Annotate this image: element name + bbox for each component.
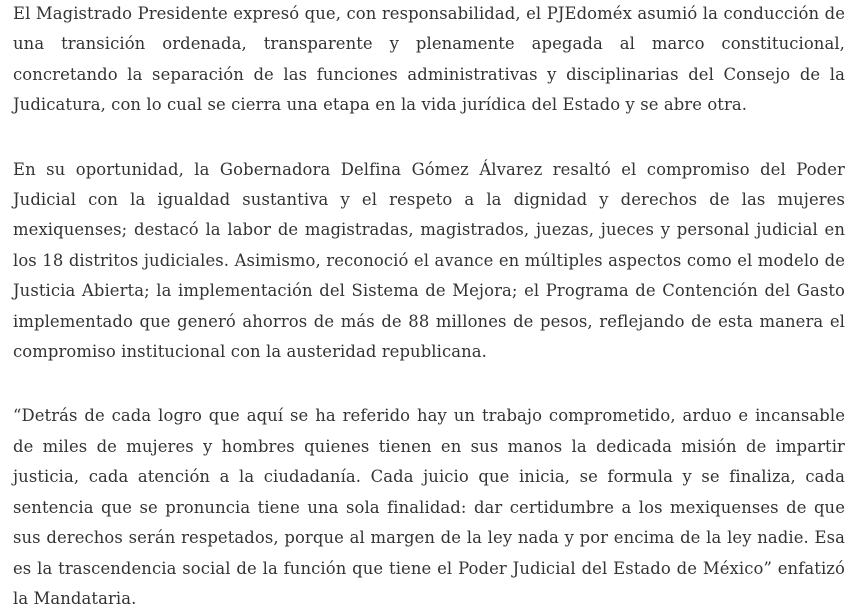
paragraph: “Detrás de cada logro que aquí se ha referido hay un trabajo comprometido, arduo e incansable de miles de mujeres y hombres quienes tienen en sus manos la dedicada misión de impartir justicia, cada atención a la ciudadanía. Cada juicio que inicia, se formula y se finaliza, cada sentencia que se pronuncia tiene una sola finalidad: dar certidumbre a los mexiquenses de que sus derechos serán respetados, porque al margen de la ley nada y por encima de la ley nadie. Esa es la trascendencia social de la función que tiene el Poder Judicial del Estado de México” enfatizó la Mandataria. xyxy=(13,406,845,608)
paragraph: En su oportunidad, la Gobernadora Delfina Gómez Álvarez resaltó el compromiso del Poder Judicial con la igualdad sustantiva y el respeto a la dignidad y derechos de las mujeres mexiquenses; destacó la labor de magistradas, magistrados, juezas, jueces y personal judicial en los 18 distritos judiciales. Asimismo, reconoció el avance en múltiples aspectos como el modelo de Justicia Abierta; la implementación del Sistema de Mejora; el Programa de Contención del Gasto implementado que generó ahorros de más de 88 millones de pesos, reflejando de esta manera el compromiso institucional con la austeridad republicana. xyxy=(13,159,845,362)
paragraph: El Magistrado Presidente expresó que, con responsabilidad, el PJEdoméx asumió la conducción de una transición ordenada, transparente y plenamente apegada al marco constitucional, concretando la separación de las funciones administrativas y disciplinarias del Consejo de la Judicatura, con lo cual se cierra una etapa en la vida jurídica del Estado y se abre otra. xyxy=(13,4,845,115)
